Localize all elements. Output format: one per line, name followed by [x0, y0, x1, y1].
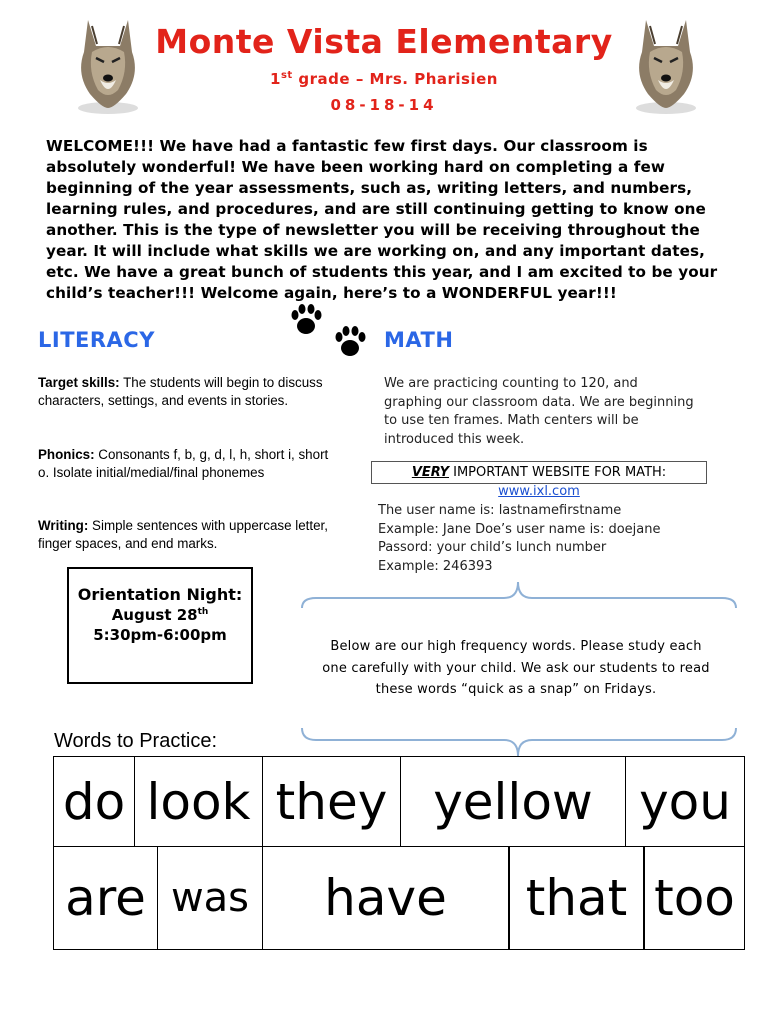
- orientation-box: [67, 567, 253, 684]
- words-to-practice-label: Words to Practice:: [54, 730, 218, 752]
- login-info: [378, 502, 718, 576]
- paw-print-icon: [330, 322, 370, 362]
- login-line: Example: 246393: [378, 558, 493, 574]
- writing-label: Writing:: [38, 518, 89, 533]
- orientation-date-main: August 28: [111, 606, 198, 624]
- login-line: Passord: your child’s lunch number: [378, 540, 607, 555]
- word-cell: are: [53, 846, 158, 950]
- paw-print-icon: [286, 300, 326, 340]
- phonics: [38, 446, 338, 482]
- grade-number: 1: [270, 70, 281, 88]
- website-box-text: IMPORTANT WEBSITE FOR MATH:: [449, 465, 667, 480]
- bottom-brace: [296, 724, 742, 760]
- word-cell: too: [643, 846, 745, 950]
- login-line: Example: Jane Doe’s user name is: doejane: [378, 521, 661, 537]
- words-grid: [53, 756, 745, 950]
- login-line: The user name is: lastnamefirstname: [378, 503, 622, 518]
- ixl-link[interactable]: www.ixl.com: [498, 484, 580, 499]
- grade-teacher-line: [0, 70, 768, 88]
- grade-teacher: grade – Mrs. Pharisien: [292, 70, 498, 88]
- grade-suffix: st: [280, 70, 293, 81]
- top-brace: [296, 578, 742, 612]
- word-cell: that: [508, 846, 644, 950]
- word-cell: was: [157, 846, 263, 950]
- writing: [38, 517, 338, 553]
- word-cell: they: [262, 756, 401, 847]
- phonics-label: Phonics:: [38, 447, 95, 462]
- school-title: Monte Vista Elementary: [155, 22, 613, 61]
- orientation-date-suffix: th: [197, 607, 209, 617]
- word-cell: yellow: [400, 756, 626, 847]
- newsletter-date: 08-18-14: [330, 96, 438, 114]
- target-skills-label: Target skills:: [38, 375, 120, 390]
- word-cell: you: [625, 756, 745, 847]
- high-frequency-note: Below are our high frequency words. Please study each one carefully with your child. We ask our students to read these words “quick as a snap” on Fridays.: [322, 639, 710, 697]
- word-cell: do: [53, 756, 135, 847]
- phonics-text: Consonants f, b, g, d, l, h, short i, short o. Isolate initial/medial/final phonemes: [38, 447, 329, 480]
- literacy-heading: LITERACY: [38, 328, 155, 352]
- math-heading: MATH: [384, 328, 454, 352]
- word-cell: have: [262, 846, 509, 950]
- orientation-time: 5:30pm-6:00pm: [93, 626, 227, 644]
- math-paragraph: We are practicing counting to 120, and graphing our classroom data. We are beginning to use ten frames. Math centers will be introduced this week.: [384, 376, 694, 447]
- writing-text: Simple sentences with uppercase letter, finger spaces, and end marks.: [38, 518, 328, 551]
- word-cell: look: [134, 756, 263, 847]
- target-skills-text: The students will begin to discuss characters, settings, and events in stories.: [38, 375, 323, 408]
- very-emphasis: VERY: [411, 465, 449, 480]
- orientation-title: Orientation Night:: [77, 585, 243, 604]
- welcome-paragraph: WELCOME!!! We have had a fantastic few first days. Our classroom is absolutely wonderful! We have been working hard on completing a few beginning of the year assessments, such as, writing letters, and numbers, learning rules, and procedures, and are still continuing getting to know one another. This is the type of newsletter you will be receiving throughout the year. It will include what skills we are working on, and any important dates, etc. We have a great bunch of students this year, and I am excited to be your child’s teacher!!! Welcome again, here’s to a WONDERFUL year!!!: [46, 137, 718, 302]
- target-skills: [38, 374, 338, 410]
- math-website-box: [371, 461, 707, 484]
- orientation-date: [69, 606, 251, 624]
